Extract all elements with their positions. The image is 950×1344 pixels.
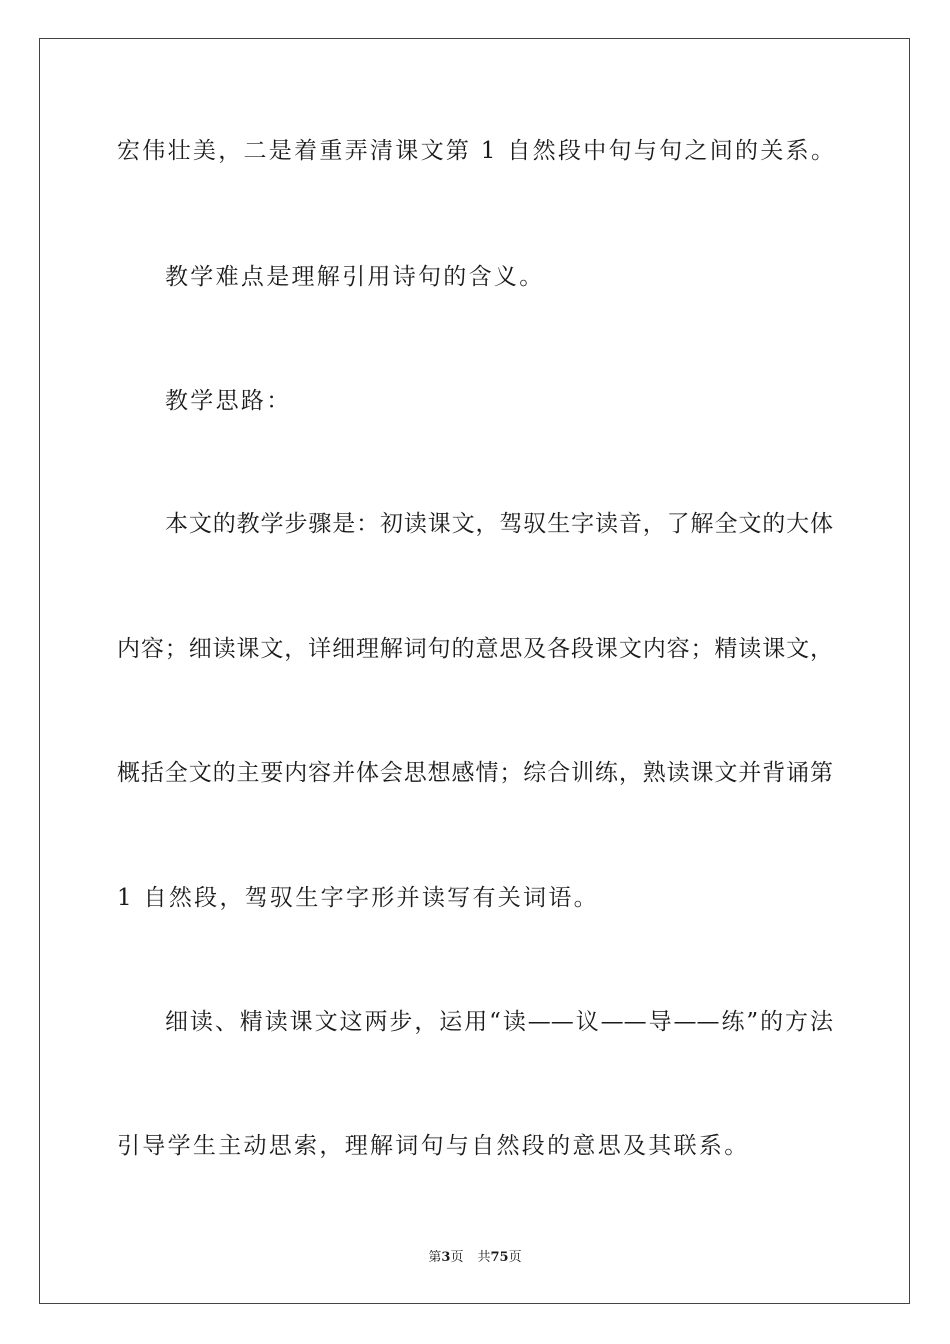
paragraph-line-1: 宏伟壮美，二是着重弄清课文第 1 自然段中句与句之间的关系。 xyxy=(117,138,837,164)
page-number: 3 xyxy=(441,1250,451,1265)
page-border xyxy=(39,38,910,1304)
page-footer xyxy=(0,1249,950,1267)
paragraph-line-2: 教学难点是理解引用诗句的含义。 xyxy=(165,264,545,290)
paragraph-line-8: 细读、精读课文这两步，运用“读——议——导——练”的方法 xyxy=(165,1009,833,1035)
paragraph-line-5: 内容；细读课文，详细理解词句的意思及各段课文内容；精读课文， xyxy=(117,636,833,662)
page-prefix: 第 xyxy=(428,1250,442,1265)
total-suffix: 页 xyxy=(508,1250,522,1265)
paragraph-line-3: 教学思路： xyxy=(165,388,292,414)
total-pages: 75 xyxy=(490,1250,509,1265)
paragraph-line-6: 概括全文的主要内容并体会思想感情；综合训练，熟读课文并背诵第 xyxy=(117,760,833,786)
page-suffix: 页 xyxy=(450,1250,464,1265)
paragraph-line-9: 引导学生主动思索，理解词句与自然段的意思及其联系。 xyxy=(117,1133,750,1159)
paragraph-line-7: 1 自然段，驾驭生字字形并读写有关词语。 xyxy=(117,885,599,911)
total-prefix: 共 xyxy=(477,1250,491,1265)
paragraph-line-4: 本文的教学步骤是：初读课文，驾驭生字读音，了解全文的大体 xyxy=(165,511,833,537)
